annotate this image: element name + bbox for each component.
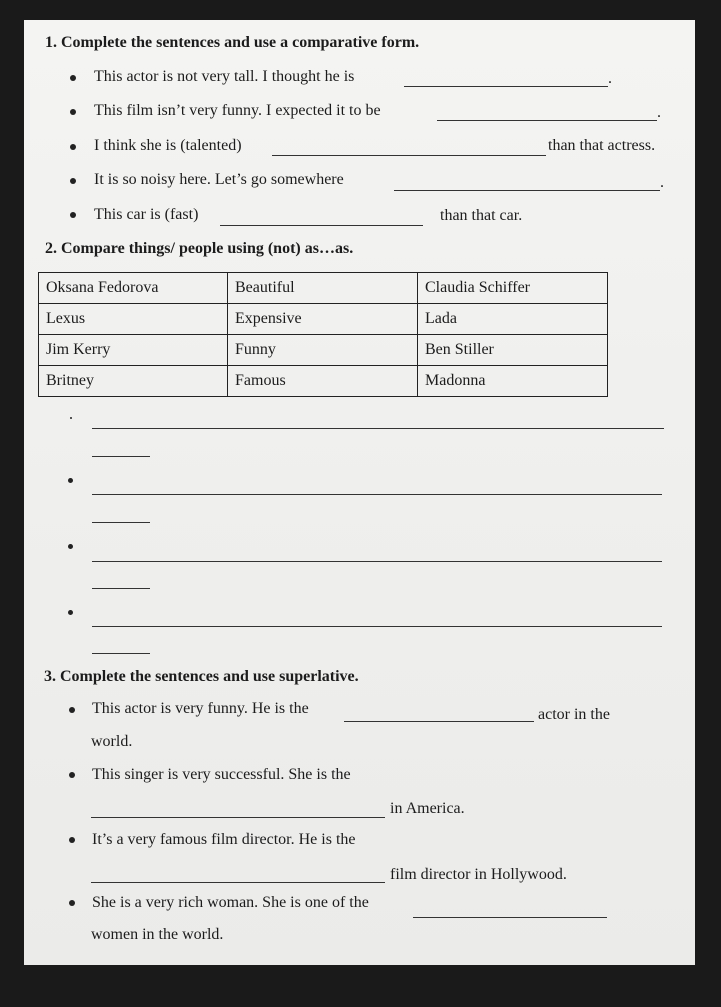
s1-item2-post: .	[657, 104, 661, 121]
bullet-icon	[68, 478, 73, 483]
s1-item5-post: than that car.	[440, 207, 523, 224]
s2-answer4-line-short[interactable]	[92, 653, 150, 654]
s3-item4-line2: women in the world.	[91, 926, 224, 943]
table-cell: Claudia Schiffer	[418, 273, 608, 304]
table-cell: Jim Kerry	[39, 335, 228, 366]
table-row	[39, 366, 608, 397]
s3-item3-post: film director in Hollywood.	[390, 866, 567, 883]
s3-item3-text: It’s a very famous film director. He is the	[92, 831, 356, 848]
worksheet-page	[24, 20, 695, 965]
s1-item3-blank[interactable]	[272, 155, 546, 156]
bullet-icon	[70, 75, 76, 81]
s1-item1-post: .	[608, 70, 612, 87]
s3-item1-blank[interactable]	[344, 721, 534, 722]
s3-item1-line2: world.	[91, 733, 133, 750]
s1-item3-post: than that actress.	[548, 137, 656, 154]
bullet-icon	[69, 772, 75, 778]
bullet-icon	[70, 417, 72, 419]
table-cell: Lada	[418, 304, 608, 335]
table-cell: Britney	[39, 366, 228, 397]
bullet-icon	[69, 837, 75, 843]
table-cell: Oksana Fedorova	[39, 273, 228, 304]
section3-heading: 3. Complete the sentences and use superlative.	[44, 668, 359, 685]
table-cell: Famous	[228, 366, 418, 397]
bullet-icon	[69, 707, 75, 713]
s3-item4-text: She is a very rich woman. She is one of the	[92, 894, 369, 911]
s1-item4-post: .	[660, 174, 664, 191]
bullet-icon	[70, 212, 76, 218]
comparison-table	[38, 272, 608, 397]
bullet-icon	[68, 544, 73, 549]
table-cell: Beautiful	[228, 273, 418, 304]
s3-item2-blank[interactable]	[91, 817, 385, 818]
s1-item2-text: This film isn’t very funny. I expected it to be	[94, 102, 381, 119]
s2-answer3-line[interactable]	[92, 561, 662, 562]
table-row	[39, 304, 608, 335]
s1-item4-text: It is so noisy here. Let’s go somewhere	[94, 171, 344, 188]
s1-item1-text: This actor is not very tall. I thought he is	[94, 68, 355, 85]
s3-item2-post: in America.	[390, 800, 465, 817]
section1-heading: 1. Complete the sentences and use a comparative form.	[45, 34, 420, 51]
s1-item5-blank[interactable]	[220, 225, 423, 226]
bullet-icon	[69, 900, 75, 906]
s2-answer2-line-short[interactable]	[92, 522, 150, 523]
s2-answer1-line-short[interactable]	[92, 456, 150, 457]
s2-answer2-line[interactable]	[92, 494, 662, 495]
s3-item1-post: actor in the	[538, 706, 610, 723]
s3-item2-text: This singer is very successful. She is the	[92, 766, 351, 783]
s1-item4-blank[interactable]	[394, 190, 660, 191]
table-row	[39, 335, 608, 366]
table-cell: Funny	[228, 335, 418, 366]
bullet-icon	[70, 109, 76, 115]
s1-item5-text: This car is (fast)	[94, 206, 199, 223]
table-cell: Expensive	[228, 304, 418, 335]
bullet-icon	[70, 144, 76, 150]
table-cell: Ben Stiller	[418, 335, 608, 366]
s2-answer1-line[interactable]	[92, 428, 664, 429]
s3-item1-text: This actor is very funny. He is the	[92, 700, 309, 717]
s2-answer4-line[interactable]	[92, 626, 662, 627]
bullet-icon	[68, 610, 73, 615]
s1-item1-blank[interactable]	[404, 86, 608, 87]
s3-item4-blank[interactable]	[413, 917, 607, 918]
s2-answer3-line-short[interactable]	[92, 588, 150, 589]
bullet-icon	[70, 178, 76, 184]
s3-item3-blank[interactable]	[91, 882, 385, 883]
section2-heading: 2. Compare things/ people using (not) as…as.	[45, 240, 354, 257]
table-cell: Madonna	[418, 366, 608, 397]
table-cell: Lexus	[39, 304, 228, 335]
s1-item2-blank[interactable]	[437, 120, 657, 121]
table-row	[39, 273, 608, 304]
s1-item3-text: I think she is (talented)	[94, 137, 242, 154]
